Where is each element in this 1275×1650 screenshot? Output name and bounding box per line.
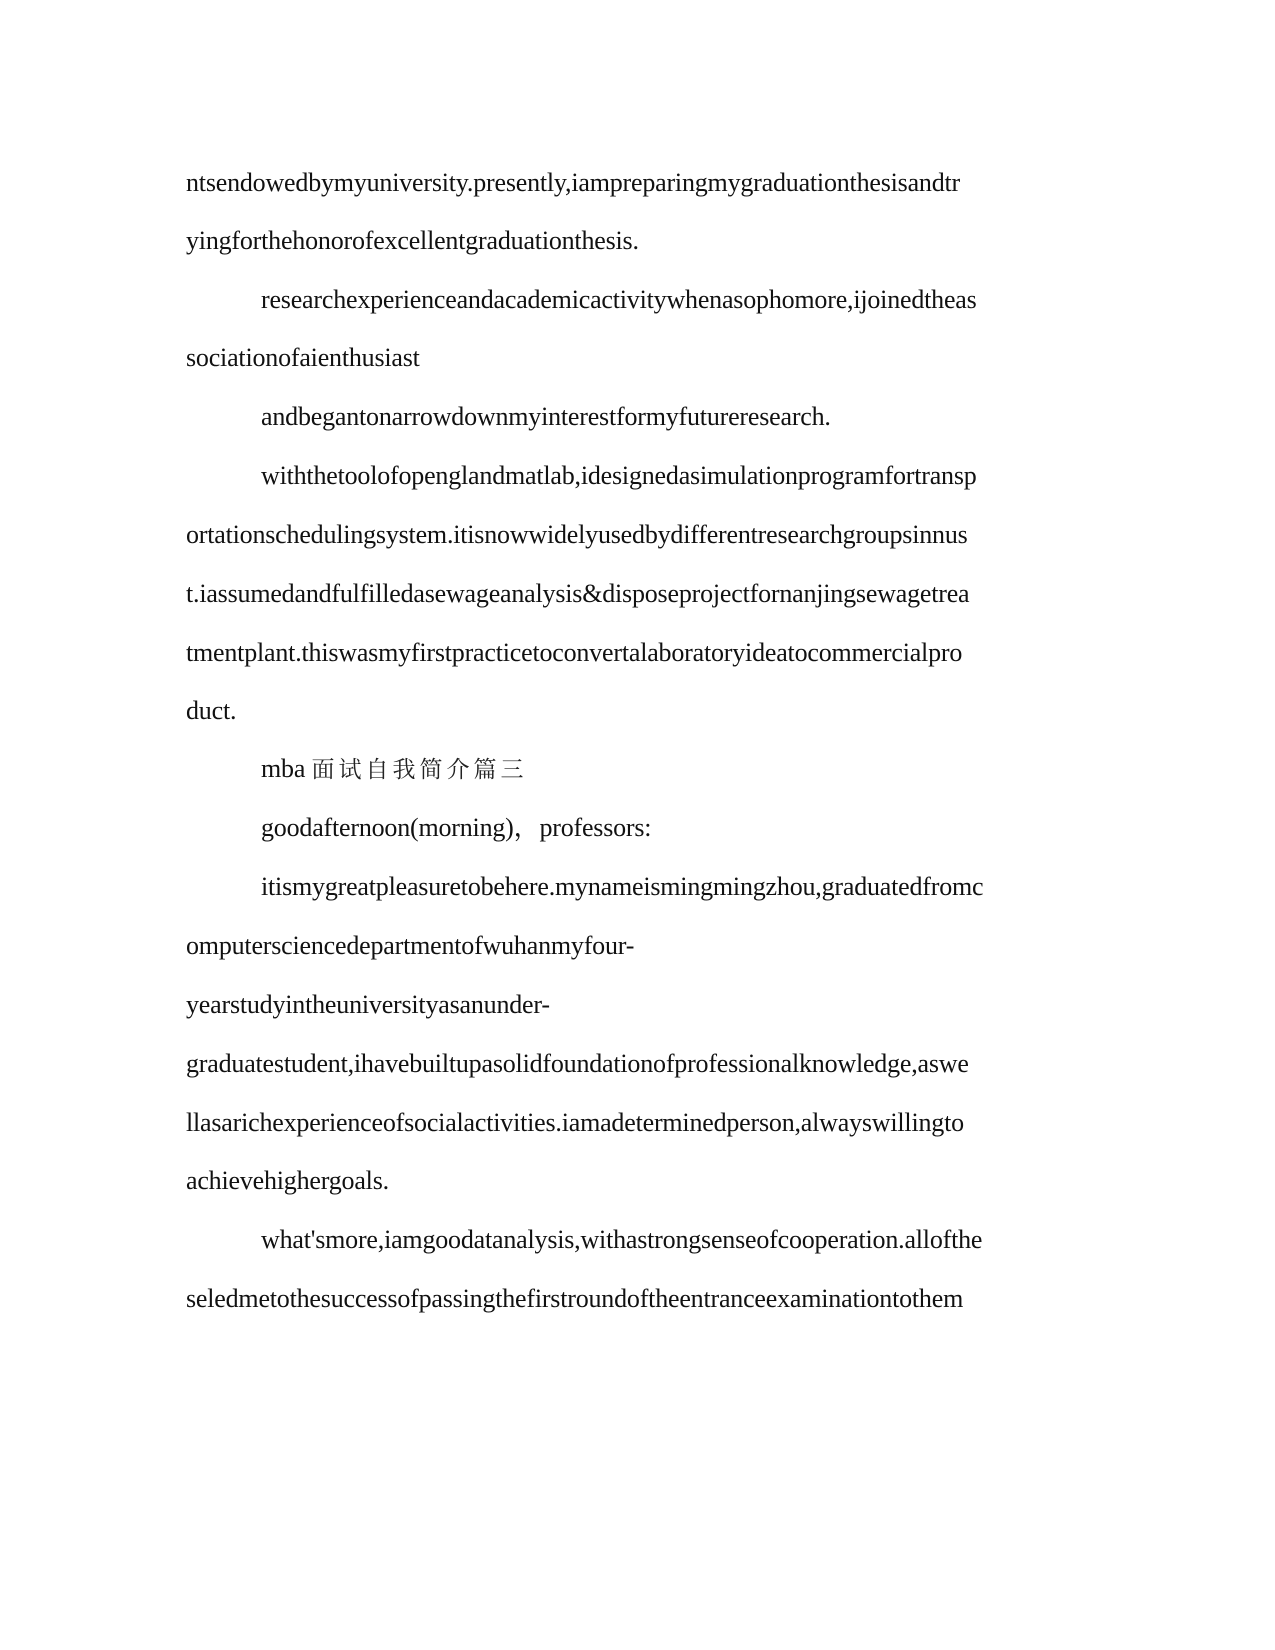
text-line: yingforthehonorofexcellentgraduationthesis. (186, 226, 639, 255)
text-line: graduatestudent,ihavebuiltupasolidfoundationofprofessionalknowledge,aswe (186, 1049, 969, 1078)
text-line: ortationschedulingsystem.itisnowwidelyusedbydifferentresearchgroupsinnus (186, 520, 968, 549)
text-line: sociationofaienthusiast (186, 343, 420, 372)
text-line: tmentplant.thiswasmyfirstpracticetoconvertalaboratoryideatocommercialpro (186, 638, 963, 667)
section-heading-cjk: 面试自我简介篇三 (311, 757, 528, 783)
text-line: llasarichexperienceofsocialactivities.iamadeterminedperson,alwayswillingto (186, 1108, 964, 1137)
text-line: itismygreatpleasuretobehere.mynameismingmingzhou,graduatedfromc (261, 872, 984, 901)
text-line: omputersciencedepartmentofwuhanmyfour- (186, 931, 635, 960)
text-line: what'smore,iamgoodatanalysis,withastrongsenseofcooperation.allofthe (261, 1225, 983, 1254)
text-line: achievehighergoals. (186, 1166, 389, 1195)
text-line: researchexperienceandacademicactivitywhenasophomore,ijoinedtheas (261, 285, 977, 314)
text-line: andbegantonarrowdownmyinterestformyfutureresearch. (261, 402, 831, 431)
text-line: seledmetothesuccessofpassingthefirstroundoftheentranceexaminationtothem (186, 1284, 964, 1313)
section-heading-latin: mba (261, 754, 312, 783)
section-heading (261, 752, 527, 787)
text-line: duct. (186, 696, 237, 725)
text-line: yearstudyintheuniversityasanunder- (186, 990, 550, 1019)
text-line: withthetoolofopenglandmatlab,idesignedasimulationprogramfortransp (261, 461, 977, 490)
text-line: ntsendowedbymyuniversity.presently,iampreparingmygraduationthesisandtr (186, 168, 960, 197)
text-line: t.iassumedandfulfilledasewageanalysis&disposeprojectfornanjingsewagetrea (186, 579, 970, 608)
salutation-line: goodafternoon(morning)，professors: (261, 813, 652, 842)
